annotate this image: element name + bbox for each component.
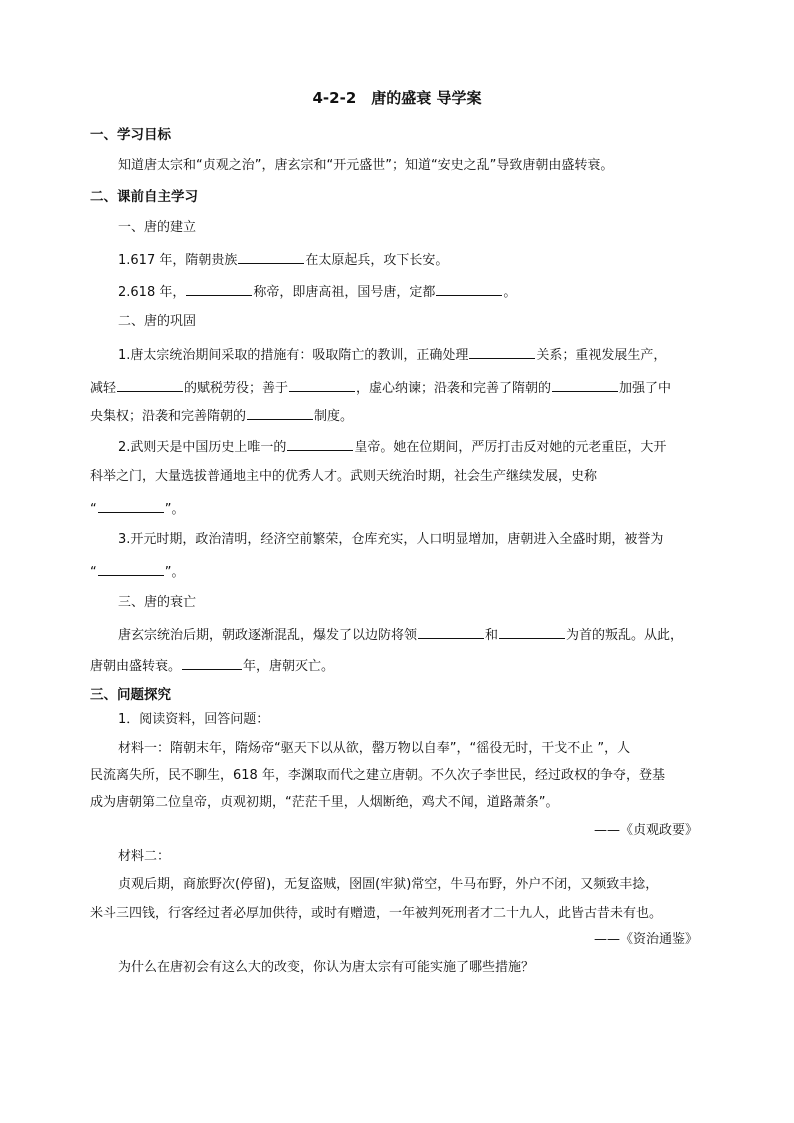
material-source: ——《资治通鉴》 <box>593 932 698 947</box>
question-text: 2.武则天是中国历史上唯一的 <box>118 440 287 455</box>
question-text: 制度。 <box>314 409 354 424</box>
question-text: 为首的叛乱。从此， <box>566 628 684 643</box>
question-text: 加强了中 <box>619 381 672 396</box>
question-text: 唐玄宗统治后期，朝政逐渐混乱，爆发了以边防将领 <box>118 628 418 643</box>
question-text: 关系；重视发展生产， <box>536 348 667 363</box>
answer-blank[interactable] <box>186 282 252 296</box>
question-line <box>118 625 683 645</box>
subheading-consolidation: 二、唐的巩固 <box>118 314 197 329</box>
question-text: ”。 <box>164 502 185 517</box>
question-text: “ <box>90 502 97 517</box>
question-text: 在太原起兵，攻下长安。 <box>305 253 449 268</box>
question-text: 1.唐太宗统治期间采取的措施有：吸取隋亡的教训，正确处理 <box>118 348 469 363</box>
question-text: 。 <box>503 285 517 300</box>
question-text: 和 <box>485 628 499 643</box>
answer-blank[interactable] <box>289 378 355 392</box>
question-text: ，虚心纳谏；沿袭和完善了隋朝的 <box>356 381 552 396</box>
answer-blank[interactable] <box>436 282 502 296</box>
answer-blank[interactable] <box>287 437 353 451</box>
question-text: 年，唐朝灭亡。 <box>243 659 335 674</box>
question-text: 1．阅读资料，回答问题： <box>118 712 270 727</box>
question-text: 减轻 <box>90 381 117 396</box>
question-text: 的赋税劳役；善于 <box>184 381 289 396</box>
question-text: 3.开元时期，政治清明，经济空前繁荣，仓库充实，人口明显增加，唐朝进入全盛时期，被誉为 <box>118 532 664 547</box>
question-line <box>90 378 671 398</box>
page-title: 4-2-2 唐的盛衰 导学案 <box>312 89 482 107</box>
answer-blank[interactable] <box>98 499 164 513</box>
question-line <box>90 562 185 582</box>
question-text: 央集权；沿袭和完善隋朝的 <box>90 409 247 424</box>
question-line <box>118 345 666 365</box>
material-text: 成为唐朝第二位皇帝，贞观初期，“茫茫千里，人烟断绝，鸡犬不闻，道路萧条”。 <box>90 795 559 810</box>
answer-blank[interactable] <box>469 345 535 359</box>
answer-blank[interactable] <box>117 378 183 392</box>
question-text: 科举之门，大量选拔普通地主中的优秀人才。武则天统治时期，社会生产继续发展，史称 <box>90 469 598 484</box>
question-text: “ <box>90 565 97 580</box>
subheading-decline: 三、唐的衰亡 <box>118 595 197 610</box>
question-line <box>90 406 353 426</box>
answer-blank[interactable] <box>418 625 484 639</box>
answer-blank[interactable] <box>247 406 313 420</box>
material-source: ——《贞观政要》 <box>593 823 698 838</box>
material-text: 民流离失所，民不聊生，618 年，李渊取而代之建立唐朝。不久次子李世民，经过政权的争夺，登基 <box>90 768 665 783</box>
question-line <box>118 250 448 270</box>
question-text: 皇帝。她在位期间，严厉打击反对她的元老重臣，大开 <box>354 440 667 455</box>
inquiry-question: 为什么在唐初会有这么大的改变，你认为唐太宗有可能实施了哪些措施？ <box>118 960 535 975</box>
material-text: 贞观后期，商旅野次(停留)，无复盗贼，囹圄(牢狱)常空，牛马布野，外户不闭，又频致丰捻， <box>118 877 659 892</box>
section-heading-self-study: 二、课前自主学习 <box>90 189 198 205</box>
answer-blank[interactable] <box>499 625 565 639</box>
answer-blank[interactable] <box>238 250 304 264</box>
material-label: 材料二： <box>118 849 171 864</box>
question-text: 2.618 年， <box>118 285 186 300</box>
question-text: 唐朝由盛转衰。 <box>90 659 182 674</box>
material-text: 材料一：隋朝末年，隋炀帝“驱天下以从欲，罄万物以自奉”，“徭役无时，干戈不止 ”，人 <box>118 741 631 756</box>
answer-blank[interactable] <box>182 656 242 670</box>
objectives-text: 知道唐太宗和“贞观之治”，唐玄宗和“开元盛世”；知道“安史之乱”导致唐朝由盛转衰。 <box>118 158 614 173</box>
answer-blank[interactable] <box>552 378 618 392</box>
subheading-founding: 一、唐的建立 <box>118 220 197 235</box>
question-line <box>90 656 334 676</box>
section-heading-inquiry: 三、问题探究 <box>90 687 171 703</box>
question-line <box>118 437 666 457</box>
answer-blank[interactable] <box>98 562 164 576</box>
section-heading-objectives: 一、学习目标 <box>90 127 171 143</box>
question-text: 1.617 年，隋朝贵族 <box>118 253 238 268</box>
question-line <box>118 282 516 302</box>
question-text: ”。 <box>164 565 185 580</box>
question-text: 称帝，即唐高祖，国号唐，定都 <box>253 285 436 300</box>
question-line <box>90 499 185 519</box>
material-text: 米斗三四钱，行客经过者必厚加供待，或时有赠遗，一年被判死刑者才二十九人，此皆古昔未有也。 <box>90 906 663 921</box>
